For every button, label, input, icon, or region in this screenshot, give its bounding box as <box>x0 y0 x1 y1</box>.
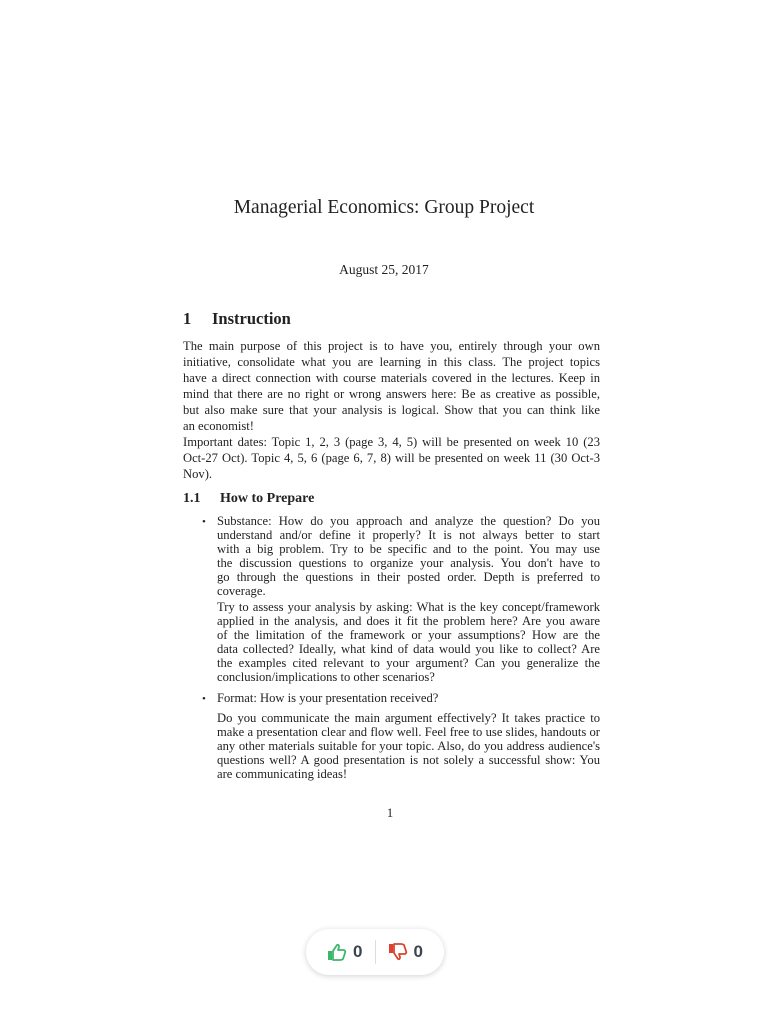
communicate-paragraph <box>217 711 600 781</box>
format-paragraph <box>217 691 600 705</box>
text-line: but also make sure that your analysis is logical. Show that you can think like <box>183 403 600 417</box>
vote-bar <box>306 929 444 975</box>
text-line: the discussion questions to organize your analysis. You don't have to <box>217 556 600 570</box>
substance-paragraph <box>217 514 600 598</box>
assess-paragraph <box>217 600 600 684</box>
text-line: make a presentation clear and flow well. Feel free to use slides, handouts or <box>217 725 600 739</box>
thumbs-down-count: 0 <box>413 942 423 961</box>
thumbs-up-icon <box>327 943 347 961</box>
text-line: applied in the analysis, and does it fit the problem here? Are you aware <box>217 614 600 628</box>
document-title: Managerial Economics: Group Project <box>233 197 535 218</box>
text-line: understand and/or define it properly? It is not always better to start <box>217 528 600 542</box>
thumbs-up-button[interactable] <box>315 942 374 962</box>
text-line: Important dates: Topic 1, 2, 3 (page 3, 4, 5) will be presented on week 10 (23 <box>183 435 600 449</box>
text-line: with a big problem. Try to be specific and to the point. You may use <box>217 542 600 556</box>
bullet-icon: • <box>202 693 206 705</box>
text-line: conclusion/implications to other scenarios? <box>217 670 435 684</box>
text-line: an economist! <box>183 419 254 433</box>
text-line: have a direct connection with course materials covered in the lectures. Keep in <box>183 371 600 385</box>
text-line: Oct-27 Oct). Topic 4, 5, 6 (page 6, 7, 8) will be presented on week 11 (30 Oct-3 <box>183 451 600 465</box>
intro-paragraph <box>183 338 600 434</box>
text-line: The main purpose of this project is to have you, entirely through your own <box>183 339 600 353</box>
text-line: Substance: How do you approach and analyze the question? Do you <box>217 514 600 528</box>
section-heading <box>183 309 291 329</box>
text-line: go through the questions in their posted order. Depth is preferred to <box>217 570 600 584</box>
document-date: August 25, 2017 <box>339 262 429 277</box>
subsection-heading <box>183 491 314 507</box>
text-line: data collected? Ideally, what kind of data would you like to collect? Are <box>217 642 600 656</box>
text-line: mind that there are no right or wrong answers here: Be as creative as possible, <box>183 387 600 401</box>
text-line: questions well? A good presentation is not solely a successful show: You <box>217 753 600 767</box>
subsection-title: How to Prepare <box>220 491 315 506</box>
text-line: coverage. <box>217 584 266 598</box>
bullet-icon: • <box>202 516 206 528</box>
text-line: Try to assess your analysis by asking: What is the key concept/framework <box>217 600 600 614</box>
subsection-number: 1.1 <box>183 491 201 506</box>
text-line: of the limitation of the framework or your assumptions? How are the <box>217 628 600 642</box>
text-line: initiative, consolidate what you are learning in this class. The project topics <box>183 355 600 369</box>
thumbs-down-icon <box>388 943 408 961</box>
section-number: 1 <box>183 309 192 328</box>
text-line: Do you communicate the main argument effectively? It takes practice to <box>217 711 600 725</box>
section-title: Instruction <box>212 309 291 328</box>
text-line: any other materials suitable for your topic. Also, do you address audience's <box>217 739 600 753</box>
page-number: 1 <box>386 806 394 820</box>
text-line: Format: How is your presentation received? <box>217 691 439 705</box>
dates-paragraph <box>183 434 600 482</box>
text-line: Nov). <box>183 467 213 481</box>
thumbs-down-button[interactable] <box>376 942 435 962</box>
text-line: the examples cited relevant to your argument? Can you generalize the <box>217 656 600 670</box>
thumbs-up-count: 0 <box>353 942 363 961</box>
text-line: are communicating ideas! <box>217 767 348 781</box>
